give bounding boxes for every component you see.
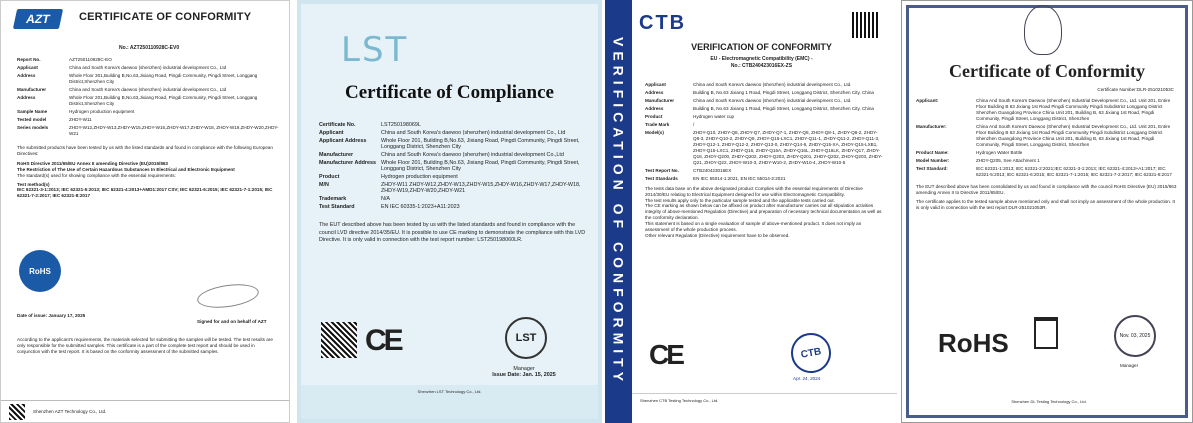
field-label: Applicant <box>645 82 666 87</box>
field-value: China and South Korea's daewoo (shenzhen) industrial development Co., Ltd. <box>693 82 852 87</box>
field-label: Test Standards <box>645 175 678 181</box>
ce-mark: CE <box>649 339 682 370</box>
certificate-number: No.: AZT250110928C-EV0 <box>119 45 180 51</box>
field-label: Tested model <box>17 116 47 122</box>
validity-paragraph: The certificate applies to the tested sample above mentioned only and shall not imply an assessment of the whole production. It is only valid in connection with the test report DLR-251021053R. <box>916 198 1175 210</box>
certificate-body <box>319 122 589 245</box>
field-row <box>916 98 1178 122</box>
dl-seal: Nov. 03, 2025 <box>1114 315 1156 357</box>
field-label: Trade Mark <box>645 121 670 127</box>
manager-block <box>489 366 559 378</box>
field-label: Series models <box>17 124 49 130</box>
field-label: Trademark <box>319 196 347 202</box>
field-value: Hydrogen Water Bottle <box>976 149 1023 155</box>
field-value: China and South Korea's daewoo (shenzhen) industrial development Co., Ltd <box>69 64 227 70</box>
field-row <box>916 166 1178 178</box>
field-label: Report No. <box>17 57 41 62</box>
rohs-mark: RoHS <box>938 328 1009 358</box>
field-value: ZHDY-W11 <box>69 116 92 122</box>
signature <box>196 281 260 311</box>
rohs-badge: RoHS <box>19 250 61 292</box>
field-label: Applicant <box>319 130 344 136</box>
field-row <box>319 196 589 202</box>
field-row <box>645 130 885 166</box>
field-label: Sample Name <box>17 108 48 114</box>
field-row <box>319 152 589 158</box>
field-value: China And South Korea's Daewoo (Shenzhen) Industrial Development Co., Ltd. Unit 201, Entire Floor Building B 63 Jixiang 1st Road Pingdi Community Pingdi Subdistrict Longgang District Shenzhen Guangdong Province China Unit 201, Building B, 63 Jixiang 1st Road, Pingdi Community, Pingdi Street, Longgang District, Shenzhen <box>976 98 1171 121</box>
certificate-title: Certificate of Conformity <box>949 61 1145 81</box>
field-value: China and South Korea's daewoo (shenzhen) industrial development Co., Ltd. <box>693 97 852 103</box>
field-row <box>319 160 589 172</box>
field-label: Product <box>319 174 340 180</box>
field-row <box>319 130 589 136</box>
certificate-rohs <box>901 0 1193 423</box>
field-label: Product Name: <box>916 149 949 155</box>
certificate-title: VERIFICATION OF CONFORMITY <box>691 42 832 52</box>
footer: Shenzhen CTB Testing Technology Co., Ltd. <box>632 393 897 423</box>
field-value: Hydrogen production equipment <box>69 108 135 114</box>
compliance-paragraph: The EUT described above has been consolidated by us and found in compliance with the council RoHS Directive (EU) 2015/863 amending Annex II to Directive 2011/65/EU. <box>916 183 1177 195</box>
compliance-paragraph: The EUT described above has been tested by us with the listed standards and found in compliance with the council LVD directive 2014/35/EU. It is possible to use CE marking to demonstrate the compliance with this LVD Directive. It is only valid in connection with the test report number: LST250198060LR. <box>319 222 586 244</box>
field-row <box>17 125 279 137</box>
footer: Shenzhen DL Testing Technology Co., Ltd. <box>1011 398 1087 404</box>
test-methods-label: Test method(s) <box>17 181 50 187</box>
field-row <box>17 73 279 85</box>
footer-company: Shenzhen AZT Technology Co., Ltd. <box>33 408 107 414</box>
field-value: EN IEC 60335-1:2023+A11:2023 <box>381 204 460 210</box>
field-value: N/A <box>381 196 390 202</box>
field-row <box>319 138 589 150</box>
field-value: China and South Korea's daewoo (shenzhen) industrial development Co., Ltd <box>381 130 566 136</box>
azt-logo: AZT <box>13 9 63 29</box>
field-value: ZHDY-W12,ZHDY-W13,ZHDY-W15,ZHDY-W16,ZHDY-W17,ZHDY-W18, ZHDY-W19,ZHDY-W20,ZHDY-W21 <box>69 124 279 136</box>
field-row <box>916 158 1178 164</box>
certificate-number: Certificate Number:DLR-251021053C <box>1097 87 1174 92</box>
field-label: Applicant: <box>916 98 939 103</box>
field-row <box>645 122 885 128</box>
qr-code <box>852 12 878 38</box>
field-row <box>319 204 589 210</box>
field-label: Test Report No. <box>645 167 679 173</box>
field-value: EN IEC 55014-1:2021, EN IEC 55014-2:2021 <box>693 175 786 181</box>
ctb-seal: CTB <box>788 330 834 376</box>
field-value: Hydrogen production equipment <box>381 174 458 180</box>
field-value: Whole Floor 201, Building B,No.63, Jixiang Road, Pingdi Community, Pingdi Street, Longgang District, Shenzhen City <box>381 138 580 150</box>
field-value: ZHDY-W11 ZHDY-W12,ZHDY-W13,ZHDY-W15,ZHDY-W16,ZHDY-W17,ZHDY-W18, ZHDY-W19,ZHDY-W20,ZHDY-W21 <box>381 182 581 194</box>
field-row <box>645 106 885 112</box>
para-4: This statement is based on a single evaluation of sample of above-mentioned product. It does not imply an assessment of the whole production process. <box>645 221 862 233</box>
certificate-title: Certificate of Compliance <box>345 82 554 103</box>
field-label: Test Standard: <box>916 165 948 171</box>
qr-code <box>321 322 357 358</box>
field-value: IEC 62321-1:2013; IEC 62321-2:2021;IEC 62321-3-1:2013; IEC 62321-4:2013+A1:2017; IEC 62321-5:2013; IEC 62321-6:2015; IEC 62321-7-1:2015; IEC 62321-7-2:2017; IEC 62321-8:2017 <box>976 165 1172 177</box>
field-value: Whole Floor 201, Building B,No.63, Jixiang Road, Pingdi Community, Pingdi Street, Longgang District, Shenzhen City <box>381 160 580 172</box>
certificate-title: CERTIFICATE OF CONFORMITY <box>79 11 252 23</box>
certificate-body <box>17 57 279 199</box>
footer: Shenzhen LST Technology Co., Ltd. <box>301 385 598 419</box>
field-value: Building B, No.63 Jixiang 1 Road, Pingdi Street, Longgang District, Shenzhen City, China <box>693 105 874 111</box>
para-3: The CE marking as shown below can be affixed on product after manufacturer carries out all stipulation activities integrity of above-mentioned Regulation (Directive) and preparation of necessary technical documentation as well as the conformity declaration. <box>645 203 882 221</box>
field-label: Manufacturer <box>645 97 675 103</box>
certificate-ctb <box>605 0 897 423</box>
ctb-logo: CTB <box>639 12 687 34</box>
certificate-body <box>916 98 1178 211</box>
directive-line: RoHS Directive 2011/65/EU Annex II amending Directive (EU)2015/863 <box>17 160 168 166</box>
signed-label: Signed for and on behalf of AZT <box>197 319 267 324</box>
field-label: Model Number: <box>916 157 950 163</box>
lst-logo: LST <box>341 30 409 70</box>
field-row <box>17 87 279 93</box>
disclaimer: According to the applicant's requirements, the materials selected for submitting the samples will be tested. The test results are only responsible for the submitted samples. This certificate is a part of the complete test report and should be used in conjunction with the test report. It is based on the conformity assessment of the submitted samples. <box>17 337 273 354</box>
field-label: Address <box>17 72 36 78</box>
field-row <box>17 95 279 107</box>
field-label: Certificate No. <box>319 122 356 128</box>
standards-list: IEC 62321-3-1:2013; IEC 62321-5:2013; IEC 62321-4:2013+AMD1:2017 CSV; IEC 62321-6:2015; IEC 62321-7-1:2015; IEC 62321-7-2:2017; IEC 62321-8:2017 <box>17 187 273 199</box>
para-1: The tests data base on the above designated product Complies with the essential requirements of Directive 2014/30/EU relating to Electrical Equipment designed for use within Electromagnetic Compatibility. <box>645 185 863 197</box>
field-row <box>916 150 1178 156</box>
field-value: China and South Korea's daewoo (shenzhen) industrial development Co., Ltd <box>69 86 227 92</box>
directive-desc: The Restriction of The Use of Certain Hazardous Substances In Electrical and Electronic Equipment <box>17 166 235 172</box>
field-label: Applicant <box>17 64 38 70</box>
field-label: Manufacturer <box>17 86 47 92</box>
field-row <box>17 57 279 63</box>
field-row <box>17 109 279 115</box>
field-row <box>17 117 279 123</box>
field-value: ZHDY-Q10, ZHDY-Q8, ZHDY-Q7, ZHDY-Q7-1, ZHDY-Q8, ZHDY-Q8-1, ZHDY-Q8-2, ZHDY-Q8-3, ZHDY-Q10-2, ZHDY-Q9, ZHDY-Q15-LXC1, ZHDY-Q11-1, ZHDY-Q11-2, ZHDY-Q11-3, ZHDY-Q12-1, ZHDY-Q12-2, ZHDY-Q13-0, ZHDY-Q14-6, ZHDY-Q15-XA, ZHDY-Q15-LXB1, ZHDY-Q15-LXC1, ZHDY-Q16, ZHDY-Q16A, ZHDY-Q16L, ZHDY-Q16LK, ZHDY-Q17, ZHDY-Q18, ZHDY-Q200, ZHDY-Q202, ZHDY-Q203, ZHDY-Q201, ZHDY-Q202, ZHDY-Q203, ZHDY-Q21, ZHDY-Q22, ZHDY-W10-3, ZHDY-W10-2, ZHDY-W10-4, ZHDY-W10-5 <box>693 129 883 165</box>
field-value: Hydrogen water cup <box>693 113 735 119</box>
para-2: The test results apply only to the particular sample tested and the applicable tests carried out. <box>645 197 835 203</box>
field-row <box>645 114 885 120</box>
field-label: Manufacturer Address <box>319 160 377 166</box>
field-label: Product <box>645 113 663 119</box>
field-label: Test Standard <box>319 204 355 210</box>
field-label: Manufacturer <box>319 152 354 158</box>
field-value: Whole Floor 301,Building B,No.63,Jixiang Road, Pingdi Community, Pingdi Street, Longgang District,Shenzhen City <box>69 72 258 84</box>
field-value: Building B, No.63 Jixiang 1 Road, Pingdi Street, Longgang District, Shenzhen City, China <box>693 89 874 95</box>
seal-date: Apr. 24, 2024 <box>793 376 821 381</box>
field-row <box>319 174 589 180</box>
field-row <box>645 168 885 174</box>
field-label: Model(s) <box>645 129 664 135</box>
certificate-subtitle: EU - Electromagnetic Compatibility (EMC) - No.: CTB240423016EX-ZS <box>710 56 813 69</box>
ce-mark: CE <box>365 324 401 357</box>
field-value: Whole Floor 201,Building B,No.63,Jixiang Road, Pingdi Community, Pingdi Street, Longgang District,Shenzhen City <box>69 94 258 106</box>
compliance-paragraph: The submitted products have been tested by us with the listed standards and found in compliance with the following European Directives: <box>17 144 273 156</box>
manager-label: Manager <box>1120 363 1139 368</box>
field-label: Address <box>17 94 36 100</box>
field-label: Manufacturer: <box>916 123 947 129</box>
field-row <box>645 90 885 96</box>
certificate-body <box>645 82 885 239</box>
field-row <box>319 122 589 128</box>
field-row <box>645 176 885 182</box>
field-value: LST250198069L <box>381 122 421 128</box>
side-band: VERIFICATION OF CONFORMITY <box>605 0 632 423</box>
field-value: China and South Korea's daewoo (shenzhen) industrial development Co.,Ltd <box>381 152 564 158</box>
field-value: CTB240423016EX <box>693 167 732 173</box>
field-label: Address <box>645 105 664 111</box>
field-row <box>916 124 1178 148</box>
field-value: ZHDY-Q205, See Attachment 1 <box>976 157 1040 163</box>
weee-bin-icon <box>1034 317 1058 349</box>
issue-date: Issue Date: Jan. 15, 2025 <box>492 372 556 378</box>
field-value: China And South Korea's Daewoo (Shenzhen) Industrial Development Co., Ltd. Unit 201, Entire Floor Building B 63 Jixiang 1st Road Pingdi Community Pingdi Subdistrict Longgang District Shenzhen Guangdong Province China Unit 201, Building B, 63 Jixiang 1st Road, Pingdi Community, Pingdi Street, Longgang District, Shenzhen <box>976 123 1171 147</box>
emblem-icon <box>1024 5 1062 55</box>
field-label: Address <box>645 89 664 95</box>
lst-seal: LST <box>505 317 547 359</box>
standards-intro: The standard(s) used for showing compliance with the essential requirements: <box>17 172 176 178</box>
field-label: Applicant Address <box>319 138 367 144</box>
qr-code <box>9 404 25 420</box>
para-5: Other relevant Regulation (Directive) requirement have to be observed. <box>645 233 790 239</box>
field-value: / <box>693 121 695 127</box>
footer <box>1 400 289 422</box>
field-label: M/N <box>319 182 329 188</box>
field-row <box>645 98 885 104</box>
date-of-issue: Date of issue: January 17, 2025 <box>17 313 86 318</box>
field-value: AZT250110928C-EO <box>69 57 112 62</box>
field-row <box>17 65 279 71</box>
manager-label: Manager <box>513 366 535 372</box>
field-row <box>319 182 589 194</box>
certificate-lst <box>297 0 602 423</box>
certificate-azt <box>0 0 290 423</box>
field-row <box>645 82 885 88</box>
